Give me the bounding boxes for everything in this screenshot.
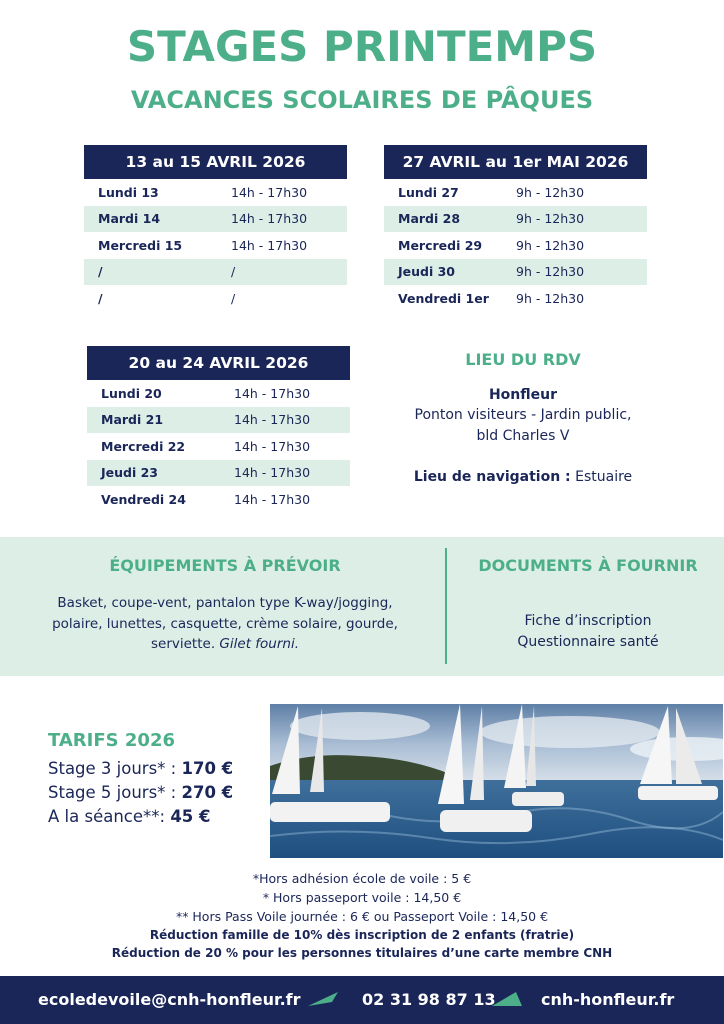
schedule-row (87, 433, 350, 460)
schedule-time: 9h - 12h30 (516, 264, 585, 280)
schedule-row (87, 486, 350, 513)
tarifs-title: TARIFS 2026 (48, 730, 175, 751)
band-divider (445, 548, 447, 664)
note-line: * Hors passeport voile : 14,50 € (262, 890, 462, 905)
schedule-title: 20 au 24 AVRIL 2026 (87, 346, 350, 380)
tarif-price: 45 € (170, 807, 211, 826)
document-item: Fiche d’inscription (524, 613, 652, 629)
tarif-price: 170 € (181, 759, 234, 778)
schedule-time: 14h - 17h30 (234, 438, 311, 454)
schedule-time: 14h - 17h30 (231, 184, 308, 200)
schedule-day: Mardi 14 (98, 211, 161, 227)
address-line: bld Charles V (476, 428, 570, 444)
schedule-time: / (231, 264, 236, 280)
schedule-time: 14h - 17h30 (231, 237, 308, 253)
equipment-line-italic: Gilet fourni. (219, 636, 299, 652)
tarif-label: Stage 5 jours* : (48, 783, 182, 802)
schedule-day: / (98, 290, 103, 306)
tarif-label: Stage 3 jours* : (48, 759, 182, 778)
note-line: ** Hors Pass Voile journée : 6 € ou Passeport Voile : 14,50 € (175, 909, 549, 924)
meeting-place-address (392, 405, 654, 447)
equipment-text (20, 593, 430, 655)
address-line: Ponton visiteurs - Jardin public, (414, 407, 632, 423)
schedule-time: / (231, 290, 236, 306)
meeting-place-title: LIEU DU RDV (465, 350, 581, 369)
documents-title: DOCUMENTS À FOURNIR (478, 556, 698, 575)
tarif-price: 270 € (181, 783, 234, 802)
discount-line: Réduction de 20 % pour les personnes titulaires d’une carte membre CNH (111, 946, 613, 960)
schedule-row (87, 460, 350, 487)
equipment-line-plain: serviette. (151, 636, 220, 652)
schedule-april-13-15 (84, 145, 347, 312)
schedule-row (384, 259, 647, 286)
sail-icon (308, 992, 338, 1008)
schedule-time: 14h - 17h30 (234, 385, 311, 401)
footer-phone[interactable]: 02 31 98 87 13 (362, 990, 496, 1009)
sail-icon (492, 992, 522, 1008)
meeting-place (392, 350, 654, 485)
page-subtitle: VACANCES SCOLAIRES DE PÂQUES (130, 86, 594, 114)
document-item: Questionnaire santé (517, 634, 659, 650)
schedule-time: 9h - 12h30 (516, 211, 585, 227)
schedule-row (84, 232, 347, 259)
schedule-day: Vendredi 1er (398, 290, 489, 306)
schedule-time: 14h - 17h30 (234, 465, 311, 481)
schedule-row (84, 259, 347, 286)
footer-website[interactable]: cnh-honfleur.fr (541, 990, 675, 1009)
schedule-day: Vendredi 24 (101, 491, 186, 507)
note-line: *Hors adhésion école de voile : 5 € (252, 871, 472, 886)
equipment-line: Basket, coupe-vent, pantalon type K-way/jogging, (57, 595, 393, 611)
discount-line: Réduction famille de 10% dès inscription de 2 enfants (fratrie) (149, 928, 575, 942)
schedule-april-27-may-1 (384, 145, 647, 312)
schedule-row (384, 179, 647, 206)
equipment-title: ÉQUIPEMENTS À PRÉVOIR (109, 556, 341, 575)
schedule-day: Mardi 28 (398, 211, 461, 227)
schedule-day: Jeudi 30 (398, 264, 456, 280)
schedule-row (84, 285, 347, 312)
schedule-row (384, 232, 647, 259)
schedule-row (384, 285, 647, 312)
tarif-row (48, 757, 233, 781)
schedule-day: / (98, 264, 103, 280)
schedule-day: Mercredi 15 (98, 237, 183, 253)
schedule-time: 9h - 12h30 (516, 184, 585, 200)
schedule-day: Mercredi 22 (101, 438, 186, 454)
documents-text (460, 611, 716, 653)
tarif-row (48, 805, 233, 829)
tarif-label: A la séance**: (48, 807, 171, 826)
schedule-day: Lundi 27 (398, 184, 459, 200)
footer-email[interactable]: ecoledevoile@cnh-honfleur.fr (38, 990, 301, 1009)
schedule-title: 27 AVRIL au 1er MAI 2026 (384, 145, 647, 179)
footer (0, 976, 724, 1024)
equipment-section (20, 556, 430, 655)
sailboats-photo (270, 704, 723, 858)
page-title: STAGES PRINTEMPS (126, 22, 598, 71)
schedule-day: Mercredi 29 (398, 237, 483, 253)
schedule-title: 13 au 15 AVRIL 2026 (84, 145, 347, 179)
schedule-row (84, 206, 347, 233)
equipment-line: polaire, lunettes, casquette, crème solaire, gourde, (52, 615, 398, 632)
schedule-row (87, 407, 350, 434)
tarifs-section (48, 730, 233, 829)
pricing-notes (0, 869, 724, 962)
schedule-time: 14h - 17h30 (234, 412, 311, 428)
schedule-day: Lundi 20 (101, 385, 162, 401)
schedule-time: 14h - 17h30 (234, 491, 311, 507)
schedule-time: 9h - 12h30 (516, 237, 585, 253)
documents-section (460, 556, 716, 653)
schedule-day: Jeudi 23 (101, 465, 159, 481)
navigation-value: Estuaire (570, 469, 633, 485)
schedule-day: Lundi 13 (98, 184, 159, 200)
schedule-time: 14h - 17h30 (231, 211, 308, 227)
tarif-row (48, 781, 233, 805)
navigation-place (392, 469, 654, 485)
schedule-row (384, 206, 647, 233)
schedule-time: 9h - 12h30 (516, 290, 585, 306)
navigation-label: Lieu de navigation : (413, 469, 571, 485)
meeting-place-city: Honfleur (488, 387, 558, 403)
schedule-row (87, 380, 350, 407)
schedule-day: Mardi 21 (101, 412, 164, 428)
equipment-line (20, 634, 430, 655)
schedule-april-20-24 (87, 346, 350, 513)
schedule-row (84, 179, 347, 206)
